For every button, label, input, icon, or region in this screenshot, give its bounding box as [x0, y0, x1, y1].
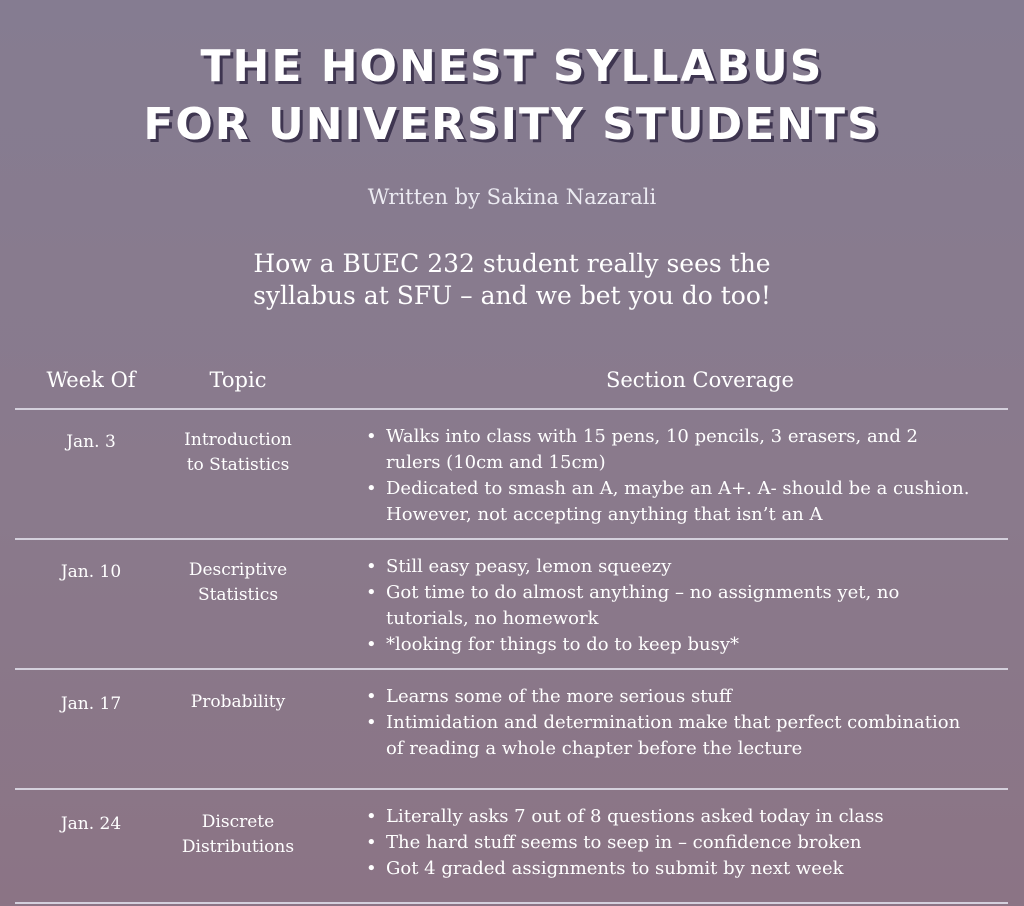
section-coverage-list: [364, 804, 974, 882]
title-line-1: THE HONEST SYLLABUS: [200, 41, 824, 92]
table-row: [0, 540, 1024, 668]
topic-cell: [168, 558, 308, 608]
topic-line: Introduction: [184, 430, 292, 450]
coverage-item: • Intimidation and determination make that perfect combination of reading a whole chapter before the lecture: [364, 710, 974, 762]
topic-line: Distributions: [181, 837, 295, 857]
topic-cell: [168, 690, 308, 715]
topic-cell: [168, 810, 308, 860]
coverage-item: • Got time to do almost anything – no assignments yet, no tutorials, no homework: [364, 580, 974, 632]
topic-line: Descriptive: [188, 560, 288, 580]
header-section-coverage: Section Coverage: [605, 368, 794, 392]
table-row: [0, 410, 1024, 538]
topic-line: Discrete: [201, 812, 275, 832]
coverage-item: • *looking for things to do to keep busy*: [364, 632, 974, 658]
coverage-item: • Dedicated to smash an A, maybe an A+. A- should be a cushion. However, not accepting anything that isn’t an A: [364, 476, 974, 528]
week-cell: Jan. 24: [60, 814, 122, 834]
subtitle-line-1: How a BUEC 232 student really sees the: [253, 249, 771, 278]
table-header: [0, 368, 1024, 404]
topic-line: Statistics: [197, 585, 279, 605]
week-cell: Jan. 17: [60, 694, 122, 714]
coverage-item: • Got 4 graded assignments to submit by next week: [364, 856, 974, 882]
topic-cell: [168, 428, 308, 478]
coverage-item: • Still easy peasy, lemon squeezy: [364, 554, 974, 580]
section-coverage-list: [364, 554, 974, 658]
week-cell: Jan. 10: [60, 562, 122, 582]
byline: Written by Sakina Nazarali: [367, 185, 657, 209]
subtitle-line-2: syllabus at SFU – and we bet you do too!: [253, 281, 771, 310]
coverage-item: • Literally asks 7 out of 8 questions asked today in class: [364, 804, 974, 830]
coverage-item: • Walks into class with 15 pens, 10 pencils, 3 erasers, and 2 rulers (10cm and 15cm): [364, 424, 974, 476]
topic-line: Probability: [190, 692, 286, 712]
coverage-item: • The hard stuff seems to seep in – confidence broken: [364, 830, 974, 856]
page-title: [0, 38, 1024, 154]
section-coverage-list: [364, 424, 974, 528]
subtitle: [0, 248, 1024, 312]
topic-line: to Statistics: [186, 455, 290, 475]
table-divider: [15, 902, 1008, 904]
table-row: [0, 670, 1024, 788]
title-line-2: FOR UNIVERSITY STUDENTS: [143, 99, 881, 150]
week-cell: Jan. 3: [66, 432, 116, 452]
section-coverage-list: [364, 684, 974, 762]
header-topic: Topic: [209, 368, 267, 392]
header-week-of: Week Of: [46, 368, 136, 392]
table-row: [0, 790, 1024, 900]
coverage-item: • Learns some of the more serious stuff: [364, 684, 974, 710]
